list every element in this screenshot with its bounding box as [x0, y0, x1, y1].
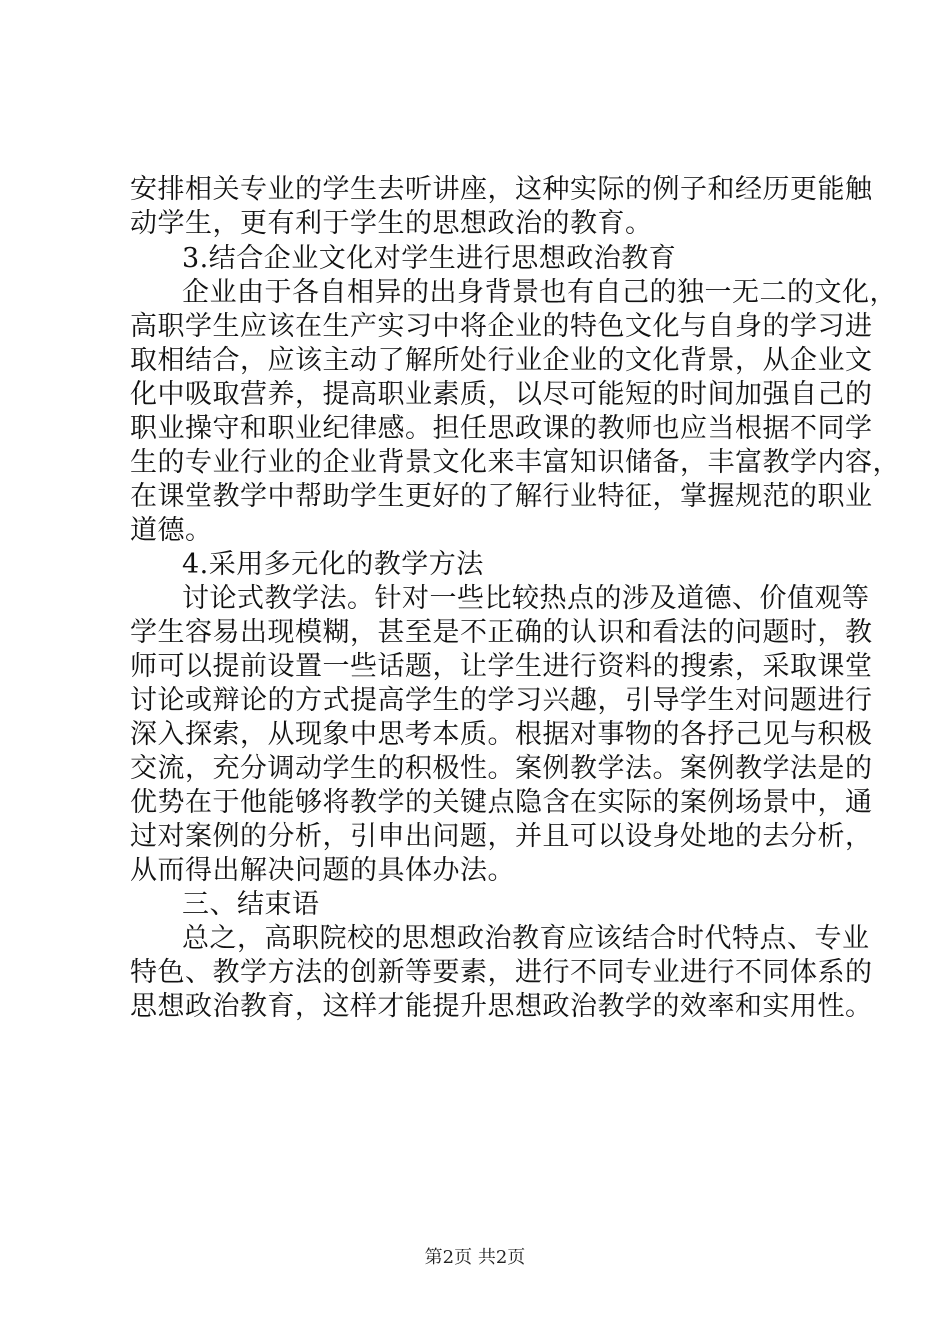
text-line: 特色、教学方法的创新等要素，进行不同专业进行不同体系的	[130, 957, 873, 988]
text-line: 动学生，更有利于学生的思想政治的教育。	[130, 208, 653, 239]
text-line: 在课堂教学中帮助学生更好的了解行业特征，掌握规范的职业	[130, 481, 873, 512]
text-line: 道德。	[130, 515, 213, 546]
text-line: 取相结合，应该主动了解所处行业企业的文化背景，从企业文	[130, 345, 873, 376]
text-line: 职业操守和职业纪律感。担任思政课的教师也应当根据不同学	[130, 413, 873, 444]
text-line: 总之，高职院校的思想政治教育应该结合时代特点、专业	[182, 923, 870, 954]
text-line: 从而得出解决问题的具体办法。	[130, 855, 515, 886]
text-line: 过对案例的分析，引申出问题，并且可以设身处地的去分析，	[130, 821, 873, 852]
section-heading: 三、结束语	[182, 889, 320, 920]
text-line: 思想政治教育，这样才能提升思想政治教学的效率和实用性。	[130, 991, 873, 1022]
section-heading: 4.采用多元化的教学方法	[182, 549, 484, 580]
page-number-footer: 第2页 共2页	[424, 1247, 526, 1268]
text-line: 讨论式教学法。针对一些比较热点的涉及道德、价值观等	[182, 583, 870, 614]
text-line: 高职学生应该在生产实习中将企业的特色文化与自身的学习进	[130, 311, 873, 342]
text-line: 安排相关专业的学生去听讲座，这种实际的例子和经历更能触	[130, 174, 873, 205]
text-line: 学生容易出现模糊，甚至是不正确的认识和看法的问题时，教	[130, 617, 873, 648]
text-line: 师可以提前设置一些话题，让学生进行资料的搜索，采取课堂	[130, 651, 873, 682]
text-line: 优势在于他能够将教学的关键点隐含在实际的案例场景中，通	[130, 787, 873, 818]
text-line: 企业由于各自相异的出身背景也有自己的独一无二的文化，	[182, 277, 897, 308]
text-line: 深入探索，从现象中思考本质。根据对事物的各抒己见与积极	[130, 719, 873, 750]
text-line: 化中吸取营养，提高职业素质，以尽可能短的时间加强自己的	[130, 379, 873, 410]
text-line: 交流，充分调动学生的积极性。案例教学法。案例教学法是的	[130, 753, 873, 784]
text-line: 讨论或辩论的方式提高学生的学习兴趣，引导学生对问题进行	[130, 685, 873, 716]
text-line: 生的专业行业的企业背景文化来丰富知识储备，丰富教学内容，	[130, 447, 900, 478]
section-heading: 3.结合企业文化对学生进行思想政治教育	[182, 243, 677, 274]
